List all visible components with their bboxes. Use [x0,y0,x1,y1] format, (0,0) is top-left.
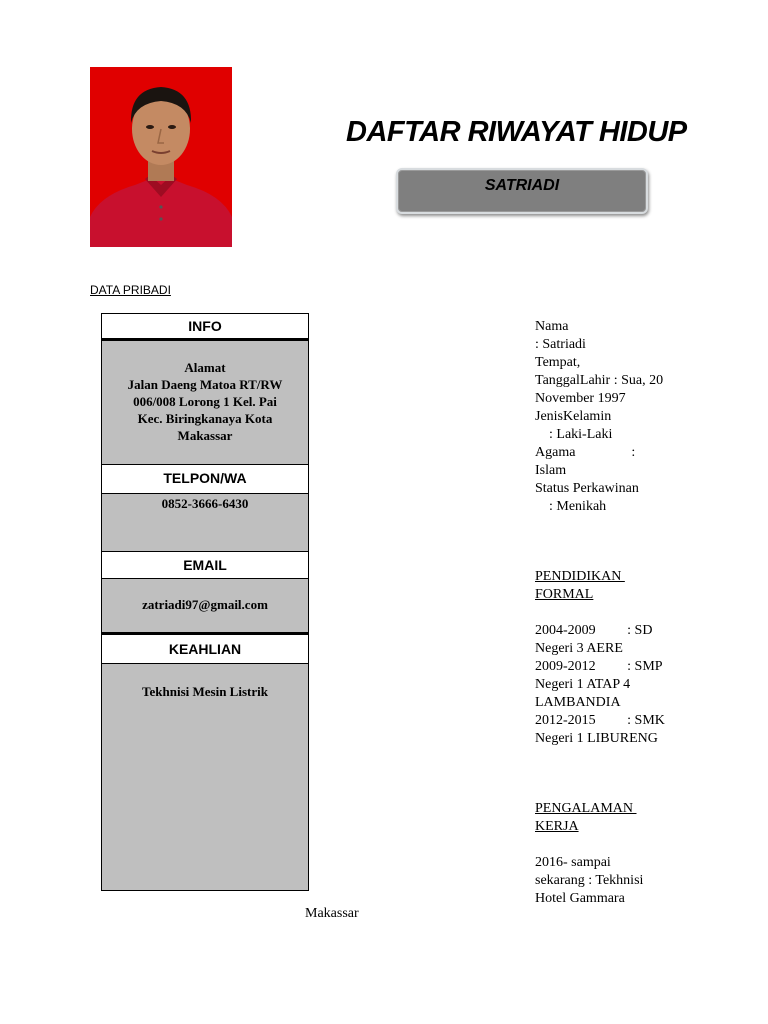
education-heading-line: FORMAL [535,587,594,602]
personal-line: Nama [535,319,569,334]
education-heading-line: PENDIDIKAN [535,569,625,584]
personal-line: Status Perkawinan [535,481,639,496]
education-line: 2012-2015 : SMK [535,713,665,728]
personal-line: JenisKelamin [535,409,612,424]
personal-line: Tempat, [535,355,581,370]
info-header: INFO [102,314,308,341]
experience-heading [535,800,685,836]
experience-heading-line: PENGALAMAN [535,801,637,816]
phone-header: TELPON/WA [102,464,308,494]
education-line: Negeri 1 ATAP 4 [535,677,631,692]
address-line: 006/008 Lorong 1 Kel. Pai [133,394,277,409]
personal-line: : Satriadi [535,337,586,352]
education-list [535,622,685,748]
personal-line: Agama : [535,445,636,460]
experience-heading-line: KERJA [535,819,579,834]
experience-line: Hotel Gammara [535,891,625,906]
experience-list [535,854,685,908]
person-portrait-icon [90,67,232,247]
section-label: DATA PRIBADI [90,283,171,297]
email-value: zatriadi97@gmail.com [142,597,268,612]
personal-data [535,318,685,516]
name-banner: SATRIADI [396,168,648,214]
profile-photo [90,67,232,247]
education-line: Negeri 3 AERE [535,641,623,656]
experience-line: 2016- sampai [535,855,611,870]
education-line: Negeri 1 LIBURENG [535,731,658,746]
personal-line: TanggalLahir : Sua, 20 [535,373,664,388]
address-line: Kec. Biringkanaya Kota [137,411,273,426]
phone-value: 0852-3666-6430 [161,496,249,511]
education-line: 2009-2012 : SMP [535,659,663,674]
address-line: Makassar [177,428,233,443]
personal-line: : Laki-Laki [535,427,613,442]
document-title: DAFTAR RIWAYAT HIDUP [346,116,687,148]
footer-city: Makassar [305,906,359,921]
education-heading [535,568,685,604]
email-header: EMAIL [102,551,308,579]
personal-line: November 1997 [535,391,626,406]
education-line: 2004-2009 : SD [535,623,653,638]
address-block [102,359,308,444]
info-card [101,313,309,891]
address-line: Jalan Daeng Matoa RT/RW [127,377,283,392]
experience-line: sekarang : Tekhnisi [535,873,644,888]
skill-value: Tekhnisi Mesin Listrik [142,684,268,699]
education-line: LAMBANDIA [535,695,621,710]
personal-line: : Menikah [535,499,607,514]
personal-line: Islam [535,463,567,478]
skill-header: KEAHLIAN [102,632,308,664]
address-line: Alamat [184,360,226,375]
